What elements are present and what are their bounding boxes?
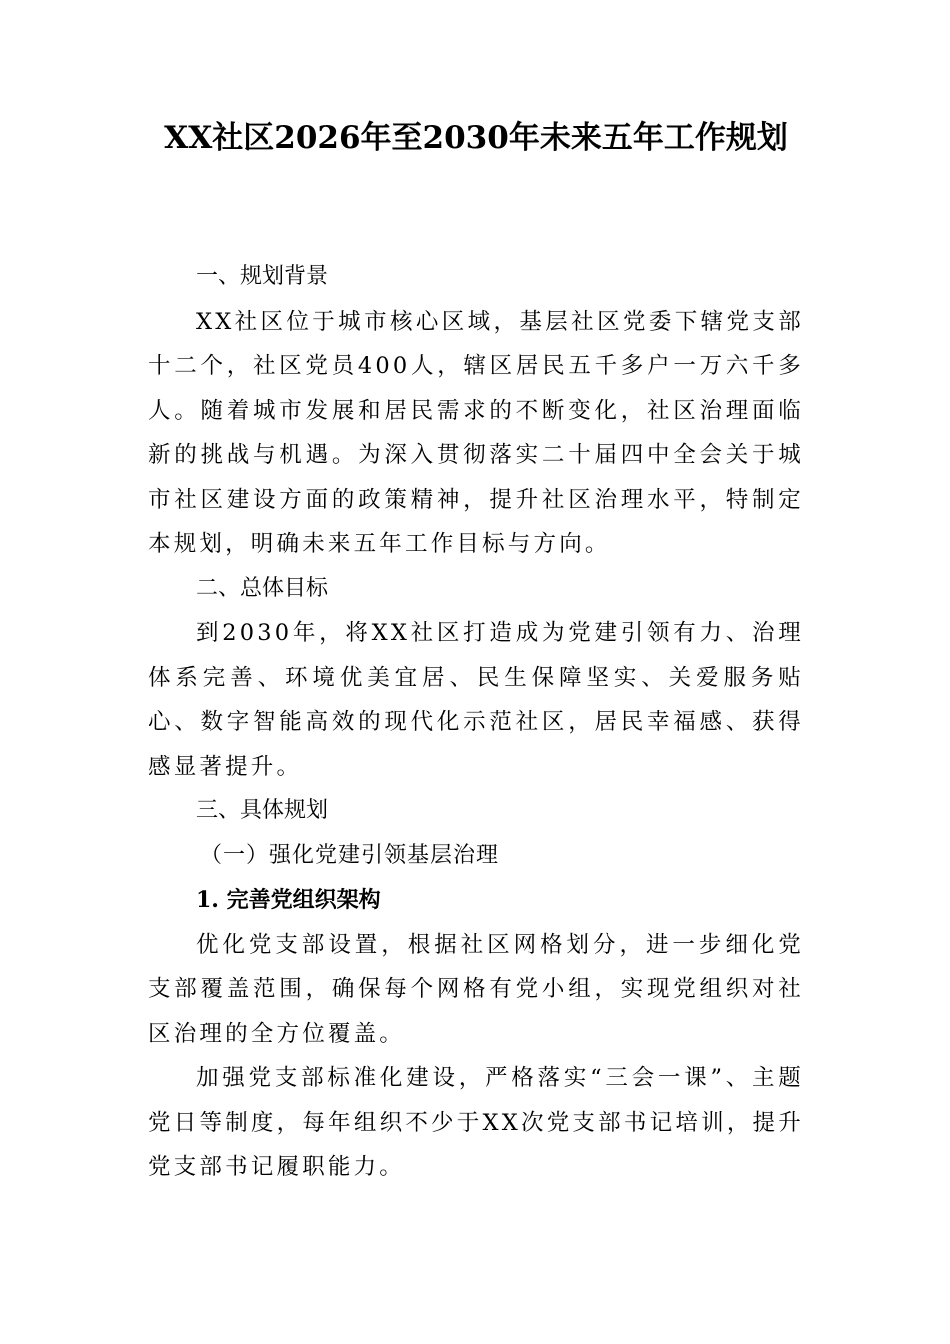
plan-paragraph-1: 优化党支部设置，根据社区网格划分，进一步细化党支部覆盖范围，确保每个网格有党小组，实现党组织对社区治理的全方位覆盖。 bbox=[148, 931, 804, 1047]
document-title: XX社区2026年至2030年未来五年工作规划 bbox=[164, 120, 788, 156]
background-paragraph: XX社区位于城市核心区域，基层社区党委下辖党支部十二个，社区党员400人，辖区居民五千多户一万六千多人。随着城市发展和居民需求的不断变化，社区治理面临新的挑战与机遇。为深入贯彻落实二十届四中全会关于城市社区建设方面的政策精神，提升社区治理水平，特制定本规划，明确未来五年工作目标与方向。 bbox=[148, 308, 804, 557]
section-heading-background: 一、规划背景 bbox=[196, 264, 329, 289]
plan-paragraph-2: 加强党支部标准化建设，严格落实“三会一课”、主题党日等制度，每年组织不少于XX次党支部书记培训，提升党支部书记履职能力。 bbox=[148, 1065, 804, 1180]
subsection-heading: （一）强化党建引领基层治理 bbox=[200, 842, 500, 868]
section-heading-plans: 三、具体规划 bbox=[196, 798, 329, 823]
goals-paragraph: 到2030年，将XX社区打造成为党建引领有力、治理体系完善、环境优美宜居、民生保障坚实、关爱服务贴心、数字智能高效的现代化示范社区，居民幸福感、获得感显著提升。 bbox=[148, 620, 804, 780]
item-heading: 1. 完善党组织架构 bbox=[196, 887, 381, 913]
section-heading-goals: 二、总体目标 bbox=[196, 575, 329, 601]
document-body bbox=[148, 255, 804, 1190]
